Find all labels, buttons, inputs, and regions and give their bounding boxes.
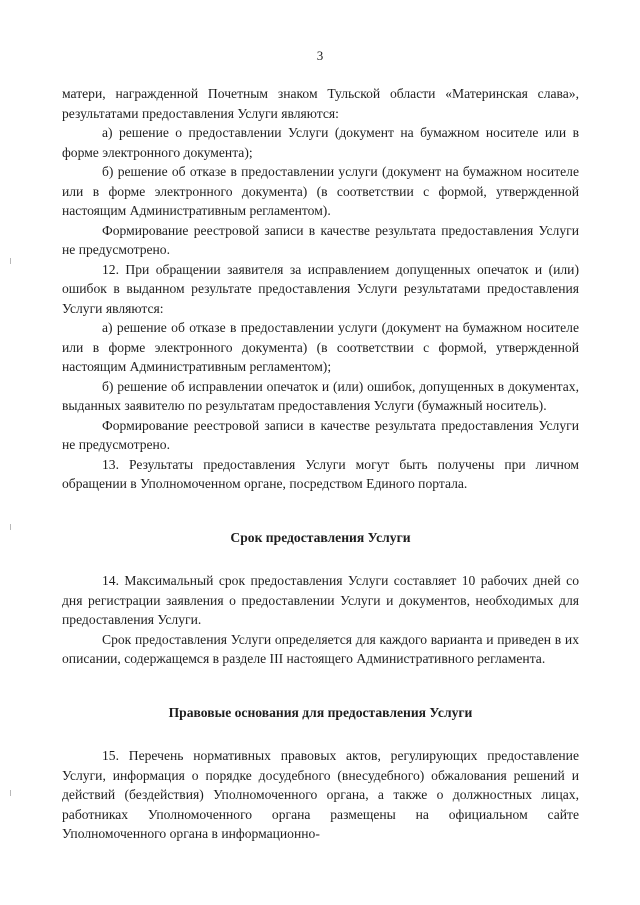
paragraph: Формирование реестровой записи в качестве результата предоставления Услуги не предусмотрено. <box>62 417 579 452</box>
paragraph: б) решение об исправлении опечаток и (или) ошибок, допущенных в документах, выданных заявителю по результатам предоставления Услуги (бумажный носитель). <box>62 378 579 413</box>
scan-margin-mark <box>10 524 11 530</box>
scan-margin-mark <box>10 258 11 264</box>
paragraph: 12. При обращении заявителя за исправлением допущенных опечаток и (или) ошибок в выданном результате предоставления Услуги результатами предоставления Услуги являются: <box>62 261 579 316</box>
page-number: 3 <box>316 48 324 63</box>
paragraph: а) решение о предоставлении Услуги (документ на бумажном носителе или в форме электронного документа); <box>62 125 579 160</box>
paragraph: Срок предоставления Услуги определяется для каждого варианта и приведен в их описании, содержащемся в разделе III настоящего Административного регламента. <box>62 631 579 666</box>
paragraph: б) решение об отказе в предоставлении услуги (документ на бумажном носителе или в форме электронного документа) (в соответствии с формой, утвержденной настоящим Административным регламентом). <box>62 164 579 218</box>
section-heading: Срок предоставления Услуги <box>230 529 411 545</box>
paragraph: 13. Результаты предоставления Услуги могут быть получены при личном обращении в Уполномоченном органе, посредством Единого портала. <box>62 456 579 491</box>
scan-margin-mark <box>10 790 11 796</box>
paragraph: Формирование реестровой записи в качестве результата предоставления Услуги не предусмотрено. <box>62 222 579 257</box>
paragraph: 14. Максимальный срок предоставления Услуги составляет 10 рабочих дней со дня регистрации заявления о предоставлении Услуги и документов, необходимых для предоставления Услуги. <box>62 573 579 627</box>
paragraph: матери, награжденной Почетным знаком Тульской области «Материнская слава», результатами предоставления Услуги являются: <box>62 86 579 121</box>
paragraph: 15. Перечень нормативных правовых актов, регулирующих предоставление Услуги, информация о порядке досудебного (внесудебного) обжалования решений и действий (бездействия) Уполномоченного органа, а также о должностных лицах, работниках Уполномоченного органа размещены на официальном сайте Уполномоченного органа в информационно- <box>62 748 579 841</box>
paragraph: а) решение об отказе в предоставлении услуги (документ на бумажном носителе или в форме электронного документа) (в соответствии с формой, утвержденной настоящим Административным регламентом); <box>62 320 579 374</box>
section-heading: Правовые основания для предоставления Услуги <box>168 704 473 720</box>
document-body <box>62 84 579 844</box>
